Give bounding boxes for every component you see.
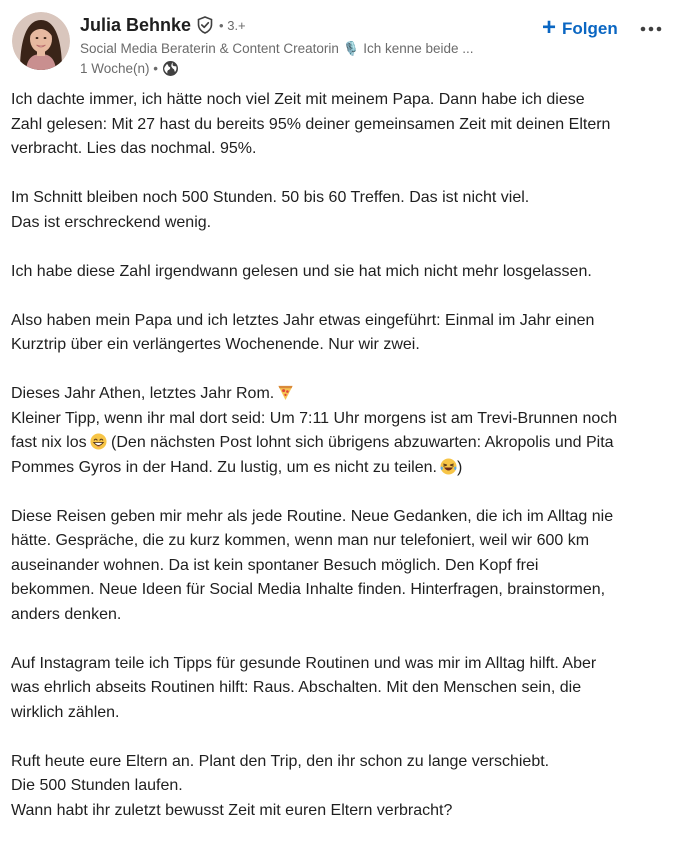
post-line: Diese Reisen geben mir mehr als jede Routine. Neue Gedanken, die ich im Alltag nie <box>11 507 614 525</box>
post-line: was ehrlich abseits Routinen hilft: Raus. Abschalten. Mit den Menschen sein, die <box>11 679 582 696</box>
paragraph-7 <box>11 652 666 726</box>
author-headline: Social Media Beraterin & Content Creatorin 🎙️ Ich kenne beide ... <box>80 41 474 56</box>
more-icon <box>640 26 662 32</box>
post-text <box>11 88 666 823</box>
follow-button[interactable] <box>538 16 622 42</box>
post-time: 1 Woche(n) • <box>80 60 159 76</box>
post-line: verbracht. Lies das nochmal. 95%. <box>11 140 257 157</box>
name-row <box>80 13 520 37</box>
post-line: anders denken. <box>11 605 122 623</box>
post-line: wirklich zählen. <box>11 703 120 721</box>
post-line: Wann habt ihr zuletzt bewusst Zeit mit euren Eltern verbracht? <box>11 801 453 819</box>
post-line: Kurztrip über ein verlängertes Wochenende. Nur wir zwei. <box>11 336 420 353</box>
post-line: Auf Instagram teile ich Tipps für gesunde Routinen und was mir im Alltag hilft. Aber <box>11 654 597 672</box>
pizza-emoji <box>277 384 294 401</box>
paragraph-6 <box>11 505 666 628</box>
post-line: Ich habe diese Zahl irgendwann gelesen und sie hat mich nicht mehr losgelassen. <box>11 262 592 280</box>
paragraph-4 <box>11 309 666 358</box>
post-line: Dieses Jahr Athen, letztes Jahr Rom. <box>11 385 275 402</box>
post-line: auseinander wohnen. Da ist kein spontaner Besuch möglich. Den Kopf frei <box>11 556 539 574</box>
post-line-wrap <box>11 431 666 456</box>
post-line: Zahl gelesen: Mit 27 hast du bereits 95% deiner gemeinsamen Zeit mit deinen Eltern <box>11 115 611 133</box>
follow-label: Folgen <box>562 19 618 38</box>
post-header <box>0 0 676 82</box>
paragraph-1 <box>11 88 666 162</box>
post-line: Pommes Gyros in der Hand. Zu lustig, um es nicht zu teilen. <box>11 458 437 476</box>
paragraph-3 <box>11 260 666 285</box>
post-line: (Den nächsten Post lohnt sich übrigens abzuwarten: Akropolis und Pita <box>106 434 614 451</box>
globe-icon <box>162 60 179 77</box>
post-line: fast nix los <box>11 434 87 451</box>
avatar[interactable] <box>12 12 70 70</box>
author-block <box>80 13 520 77</box>
laugh-emoji <box>440 458 457 475</box>
connection-degree: • 3.+ <box>219 17 246 33</box>
post-line: Kleiner Tipp, wenn ihr mal dort seid: Um 7:11 Uhr morgens ist am Trevi-Brunnen noch <box>11 409 618 427</box>
verified-icon <box>196 16 214 34</box>
author-name[interactable]: Julia Behnke <box>80 14 192 35</box>
grin-emoji <box>90 433 107 450</box>
post-line: Also haben mein Papa und ich letztes Jahr etwas eingeführt: Einmal im Jahr einen <box>11 311 595 329</box>
paragraph-8 <box>11 750 666 824</box>
post-time-row <box>80 59 520 77</box>
plus-icon: + <box>542 14 557 41</box>
post-line: Im Schnitt bleiben noch 500 Stunden. 50 bis 60 Treffen. Das ist nicht viel. <box>11 189 530 206</box>
post-line-wrap <box>11 456 666 481</box>
post-line-wrap <box>11 382 666 407</box>
post-line: ) <box>456 458 463 476</box>
post-line: Die 500 Stunden laufen. <box>11 777 183 794</box>
more-options-button[interactable] <box>638 16 664 42</box>
paragraph-5 <box>11 382 666 480</box>
post-line: Ruft heute eure Eltern an. Plant den Trip, den ihr schon zu lange verschiebt. <box>11 752 550 770</box>
post-line: hätte. Gespräche, die zu kurz kommen, wenn man nur telefoniert, weil wir 600 km <box>11 532 590 549</box>
post-line: Ich dachte immer, ich hätte noch viel Zeit mit meinem Papa. Dann habe ich diese <box>11 91 585 108</box>
post-line: Das ist erschreckend wenig. <box>11 213 212 231</box>
avatar-photo <box>12 12 70 70</box>
paragraph-2 <box>11 186 666 235</box>
post-line: bekommen. Neue Ideen für Social Media Inhalte finden. Hinterfragen, brainstormen, <box>11 581 606 598</box>
